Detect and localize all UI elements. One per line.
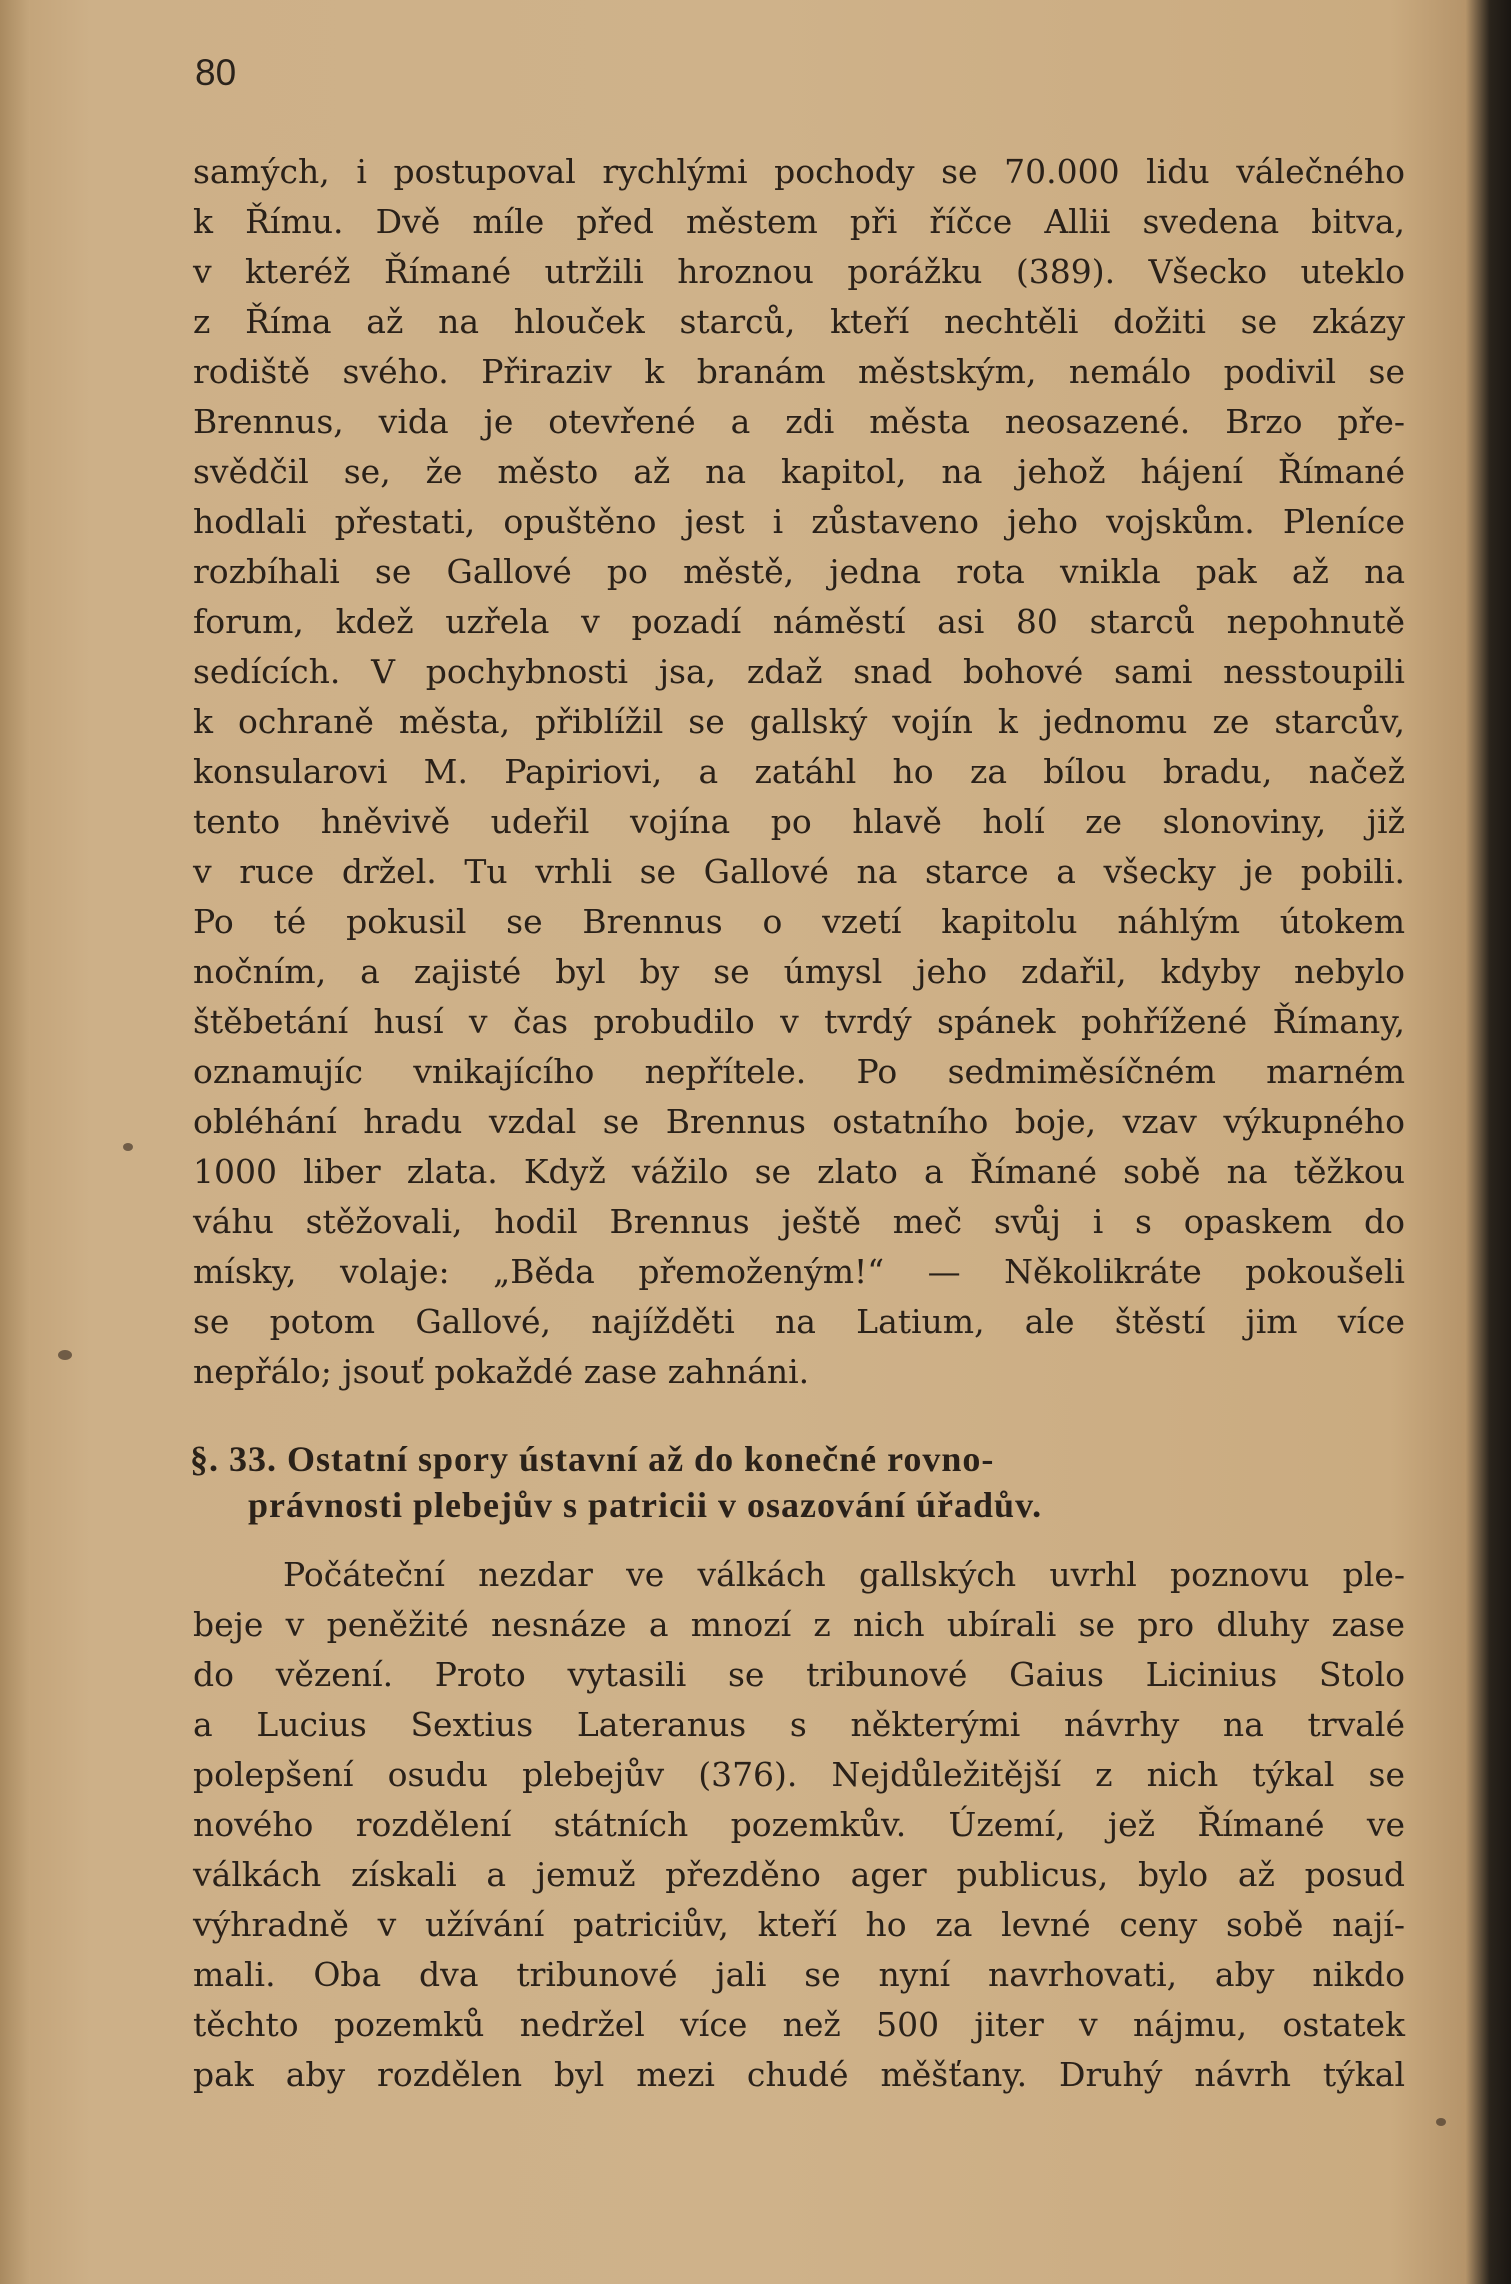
ink-spot [123,1143,133,1151]
ink-spot [58,1350,72,1360]
text-line: obléhání hradu vzdal se Brennus ostatního boje, vzav výkupného [193,1102,1405,1141]
text-line: váhu stěžovali, hodil Brennus ještě meč svůj i s opaskem do [193,1202,1405,1241]
page-left-edge [0,0,30,2284]
text-line: beje v peněžité nesnáze a mnozí z nich ubírali se pro dluhy zase [193,1605,1405,1644]
text-line: oznamujíc vnikajícího nepřítele. Po sedmiměsíčném marném [193,1052,1405,1091]
text-line: a Lucius Sextius Lateranus s některými návrhy na trvalé [193,1705,1405,1744]
text-line: sedících. V pochybnosti jsa, zdaž snad bohové sami nesstoupili [193,652,1405,691]
text-line: do vězení. Proto vytasili se tribunové Gaius Licinius Stolo [193,1655,1405,1694]
text-line: z Říma až na hlouček starců, kteří nechtěli dožiti se zkázy [193,302,1405,341]
text-line: mísky, volaje: „Běda přemoženým!“ — Několikráte pokoušeli [193,1252,1405,1291]
text-line: se potom Gallové, najížděti na Latium, ale štěstí jim více [193,1302,1405,1341]
text-line: Počáteční nezdar ve válkách gallských uvrhl poznovu ple- [283,1555,1405,1594]
text-line: Po té pokusil se Brennus o vzetí kapitolu náhlým útokem [193,902,1405,941]
text-line: konsularovi M. Papiriovi, a zatáhl ho za bílou bradu, načež [193,752,1405,791]
text-line: rozbíhali se Gallové po městě, jedna rota vnikla pak až na [193,552,1405,591]
heading-line: §. 33. Ostatní spory ústavní až do konečné rovno- [190,1439,995,1479]
page-number: 80 [195,52,237,93]
text-line: těchto pozemků nedržel více než 500 jiter v nájmu, ostatek [193,2005,1405,2044]
text-line: forum, kdež uzřela v pozadí náměstí asi 80 starců nepohnutě [193,602,1405,641]
text-line: výhradně v užívání patriciův, kteří ho za levné ceny sobě nají- [193,1905,1405,1944]
paragraph-2 [193,1550,1405,2100]
paragraph-1 [193,147,1405,1397]
text-line: Brennus, vida je otevřené a zdi města neosazené. Brzo pře- [193,402,1405,441]
text-line: rodiště svého. Přiraziv k branám městským, nemálo podivil se [193,352,1405,391]
text-line: tento hněvivě udeřil vojína po hlavě holí ze slonoviny, již [193,802,1405,841]
text-line: 1000 liber zlata. Když vážilo se zlato a Římané sobě na těžkou [193,1152,1405,1191]
text-line: hodlali přestati, opuštěno jest i zůstaveno jeho vojskům. Pleníce [193,502,1405,541]
ink-spot [1436,2118,1446,2126]
text-line: polepšení osudu plebejův (376). Nejdůležitější z nich týkal se [193,1755,1405,1794]
text-line: k Římu. Dvě míle před městem při říčce Allii svedena bitva, [193,202,1405,241]
text-line: v kteréž Římané utržili hroznou porážku (389). Všecko uteklo [193,252,1405,291]
text-line: nového rozdělení státních pozemkův. Území, jež Římané ve [193,1805,1405,1844]
text-line: pak aby rozdělen byl mezi chudé měšťany. Druhý návrh týkal [193,2055,1405,2094]
heading-line: právnosti plebejův s patricii v osazování úřadův. [248,1485,1043,1525]
text-line: nepřálo; jsouť pokaždé zase zahnáni. [193,1352,810,1391]
text-line: v ruce držel. Tu vrhli se Gallové na starce a všecky je pobili. [193,852,1405,891]
text-line: válkách získali a jemuž přezděno ager publicus, bylo až posud [193,1855,1405,1894]
text-line: k ochraně města, přiblížil se gallský vojín k jednomu ze starcův, [193,702,1405,741]
text-line: svědčil se, že město až na kapitol, na jehož hájení Římané [193,452,1405,491]
text-line: štěbetání husí v čas probudilo v tvrdý spánek pohřížené Římany, [193,1002,1405,1041]
text-line: mali. Oba dva tribunové jali se nyní navrhovati, aby nikdo [193,1955,1405,1994]
section-heading [190,1436,1405,1528]
text-line: samých, i postupoval rychlými pochody se 70.000 lidu válečného [193,152,1405,191]
text-line: nočním, a zajisté byl by se úmysl jeho zdařil, kdyby nebylo [193,952,1405,991]
